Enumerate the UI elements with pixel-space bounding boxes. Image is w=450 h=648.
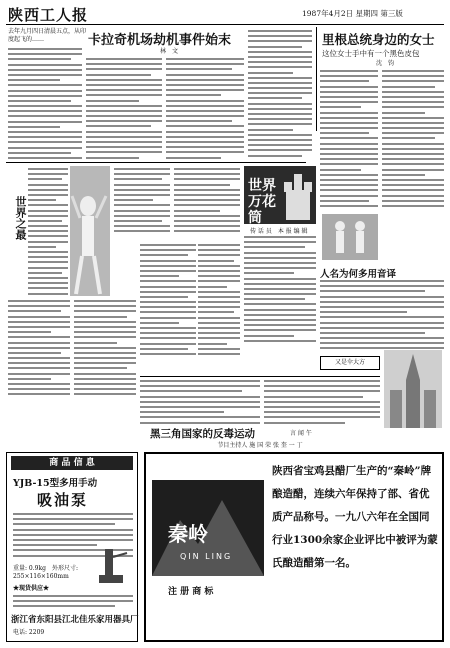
masthead-logo: 陕西工人报: [8, 6, 89, 24]
photo-ballet: [70, 166, 110, 296]
article-text-column: [86, 58, 162, 160]
article-text-column: [8, 300, 70, 410]
article-text-column: [174, 168, 240, 238]
article-headline-hijack: 卡拉奇机场劫机事件始末: [88, 33, 232, 48]
article-text-column: [8, 48, 82, 160]
article-text-column: [382, 70, 444, 210]
article-kicker: 去年九月四日清晨五点，从印度起飞的……: [8, 28, 87, 43]
article-author: 言 闻 午: [290, 430, 312, 437]
photo-caption-box: 又是伞大方: [320, 356, 380, 370]
trademark-label: 注 册 商 标: [168, 587, 214, 597]
banner-title: 世界万花筒: [248, 178, 276, 226]
sidebar-text-column: [28, 168, 68, 298]
section-rule: [140, 376, 380, 377]
article-headline-names: 人名为何多用音译: [320, 269, 397, 280]
ad-model: YJB-15型多用手动: [13, 478, 98, 489]
ad-pump: [6, 452, 138, 642]
article-subhead: 这位女士手中有一个黑色皮包: [322, 49, 420, 58]
photo-dance: [322, 214, 378, 260]
world-kaleidoscope-banner: [244, 166, 316, 224]
column-rule: [316, 27, 317, 131]
article-text-column: [114, 168, 170, 238]
article-text-column: [74, 300, 136, 410]
article-text-column: [198, 244, 240, 374]
ad-logo-block: [152, 480, 264, 576]
castle-icon: [282, 170, 314, 220]
brand-logo: 秦岭: [168, 522, 208, 546]
article-author: 林 文: [160, 48, 179, 55]
section-rule: [6, 162, 306, 163]
ad-phone: 电话: 2209: [13, 629, 45, 636]
ad-specs: 重量: 0.9kg 外形尺寸: 255×116×160mm: [13, 565, 78, 580]
article-text-column: [244, 236, 316, 356]
article-text-column: [166, 58, 244, 160]
photo-cathedral: [384, 350, 442, 428]
ballet-dancer-illustration: [70, 166, 110, 296]
masthead-rule: [6, 24, 444, 25]
article-text-column: [320, 280, 444, 350]
ad-company: 浙江省东阳县江北佳乐家用器具厂: [11, 615, 139, 625]
dancers-illustration: [322, 214, 378, 260]
article-text-column: [140, 244, 196, 374]
side-title-world-most: 世界之最: [14, 196, 27, 240]
ad-slogan: 陕西省宝鸡县醋厂生产的“秦岭”牌酿造醋，连续六年保持了部、省优质产品称号。一九八六年在全国同行业1300余家企业评比中被评为蒙氏酿造醋第一名。: [272, 465, 438, 569]
cathedral-illustration: [384, 350, 442, 428]
article-text-column: [264, 380, 380, 424]
ad-stock-label: ★现货供应★: [13, 585, 50, 592]
ad-banner: 商 品 信 息: [11, 456, 133, 470]
caption-left: 传 话 员 本 报 编 辑: [250, 228, 308, 235]
article-headline-reagan: 里根总统身边的女士: [322, 32, 435, 47]
ad-product: 吸油泵: [37, 491, 89, 509]
article-text-column: [248, 30, 312, 160]
article-text-column: [320, 70, 378, 210]
article-headline-anti-drug: 黑三角国家的反毒运动: [150, 428, 255, 440]
ad-vinegar: [144, 452, 444, 642]
brand-english: QIN LING: [180, 552, 233, 561]
article-text-column: [140, 380, 260, 424]
pump-icon: [95, 545, 131, 587]
footer-note: 节目主持人 施 国 荣 张 奎 一 丁: [217, 442, 303, 449]
article-author: 沈 钧: [376, 60, 395, 67]
ad-text-column: [13, 595, 133, 611]
issue-date: 1987年4月2日 星期四 第三版: [302, 9, 403, 18]
